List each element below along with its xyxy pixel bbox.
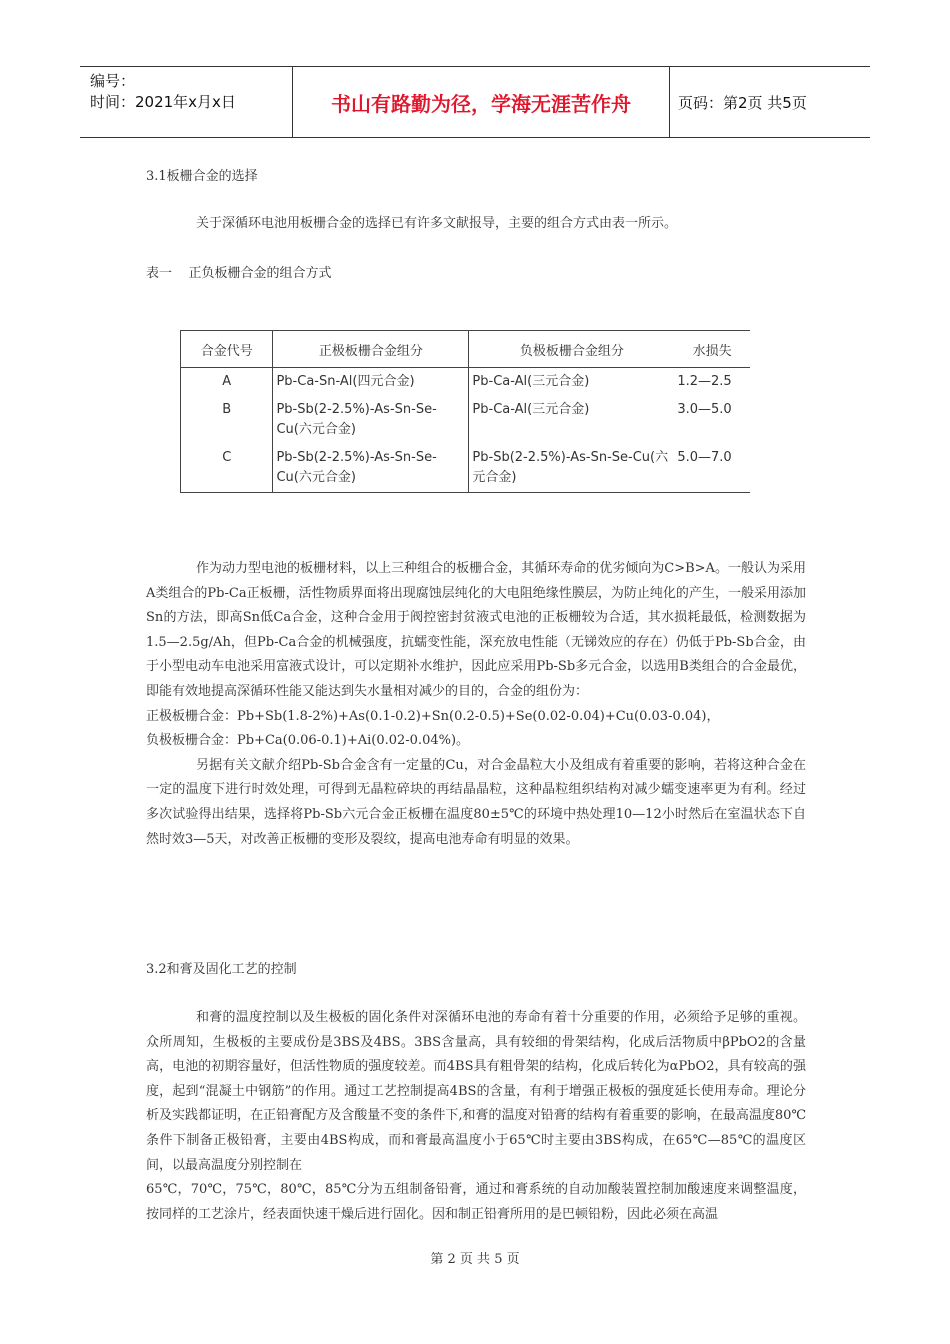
table-row [181, 368, 751, 397]
table-cell: C [181, 444, 273, 493]
table-cell: A [181, 368, 273, 397]
table-cell: Pb-Ca-Sn-Al(四元合金) [273, 368, 469, 397]
table-cell: Pb-Sb(2-2.5%)-As-Sn-Se-Cu(六元合金) [469, 444, 674, 493]
body-block-1 [146, 557, 806, 852]
table-cell: 5.0—7.0 [674, 444, 750, 493]
table-cell: 3.0—5.0 [677, 402, 732, 417]
header-motto: 书山有路勤为径，学海无涯苦作舟 [292, 67, 670, 137]
page-footer: 第 2 页 共 5 页 [430, 1252, 520, 1267]
table-header-cell: 负极板栅合金组分 [469, 331, 674, 368]
table-header-cell: 正极板栅合金组分 [273, 331, 469, 368]
table-cell: Pb-Ca-Al(三元合金) [469, 368, 674, 397]
time-label: 时间：2021年x月x日 [90, 93, 236, 111]
header-page-info: 页码：第2页 共5页 [678, 93, 807, 112]
table-header-cell: 水损失 [674, 331, 750, 368]
negative-alloy-formula: 负极板栅合金：Pb+Ca(0.06-0.1)+Ai(0.02-0.04%)。 [146, 733, 470, 749]
section-heading-3-1: 3.1板栅合金的选择 [146, 169, 258, 184]
section-intro: 关于深循环电池用板栅合金的选择已有许多文献报导，主要的组合方式由表一所示。 [196, 216, 678, 231]
page-header [80, 66, 870, 138]
paragraph: 和膏的温度控制以及生极板的固化条件对深循环电池的寿命有着十分重要的作用，必须给予足够的重视。众所周知，生极板的主要成份是3BS及4BS。3BS含量高，具有较细的骨架结构，化成后活物质中βPbO2的含量高，电池的初期容量好，但活性物质的强度较差。而4BS具有粗骨架的结构，化成后转化为αPbO2，具有较高的强度，起到“混凝土中钢筋”的作用。通过工艺控制提高4BS的含量，有利于增强正极板的强度延长使用寿命。理论分析及实践都证明，在正铅膏配方及含酸量不变的条件下,和膏的温度对铅膏的结构有着重要的影响，在最高温度80℃条件下制备正极铅膏，主要由4BS构成，而和膏最高温度小于65℃时主要由3BS构成，在65℃—85℃的温度区间，以最高温度分别控制在 [146, 1010, 806, 1173]
table-cell: Pb-Sb(2-2.5%)-As-Sn-Se-Cu(六元合金) [273, 396, 469, 444]
table-header-cell: 合金代号 [181, 331, 273, 368]
section-heading-3-2: 3.2和膏及固化工艺的控制 [146, 962, 297, 977]
table-row [181, 444, 751, 493]
paragraph: 另据有关文献介绍Pb-Sb合金含有一定量的Cu，对合金晶粒大小及组成有着重要的影响，若将这种合金在一定的温度下进行时效处理，可得到无晶粒碎块的再结晶晶粒，这种晶粒组织结构对减少蠕变速率更为有利。经过多次试验得出结果，选择将Pb-Sb六元合金正板栅在温度80±5℃的环境中热处理10—12小时然后在室温状态下自然时效3—5天，对改善正板栅的变形及裂纹，提高电池寿命有明显的效果。 [146, 757, 806, 847]
table-row [181, 396, 751, 444]
table-cell: Pb-Sb(2-2.5%)-As-Sn-Se-Cu(六元合金) [273, 444, 469, 493]
alloy-table [180, 330, 750, 493]
header-meta [80, 67, 292, 137]
body-block-2 [146, 1006, 806, 1227]
table-header-row [181, 331, 751, 368]
paragraph: 作为动力型电池的板栅材料，以上三种组合的板栅合金，其循环寿命的优劣倾向为C>B>A。一般认为采用A类组合的Pb-Ca正板栅，活性物质界面将出现腐蚀层纯化的大电阻绝缘性膜层，为防止纯化的产生，一般采用添加Sn的方法，即高Sn低Ca合金，这种合金用于阀控密封贫液式电池的正板栅较为合适，其水损耗最低，检测数据为1.5—2.5g/Ah，但Pb-Ca合金的机械强度，抗蠕变性能，深充放电性能（无锑效应的存在）仍低于Pb-Sb合金，由于小型电动车电池采用富液式设计，可以定期补水维护，因此应采用Pb-Sb多元合金，以选用B类组合的合金最优，即能有效地提高深循环性能又能达到失水量相对减少的目的，合金的组份为： [146, 561, 806, 699]
table-caption: 表一 正负板栅合金的组合方式 [146, 266, 332, 281]
positive-alloy-formula: 正极板栅合金：Pb+Sb(1.8-2%)+As(0.1-0.2)+Sn(0.2-0.5)+Se(0.02-0.04)+Cu(0.03-0.04)， [146, 708, 720, 724]
number-label: 编号： [90, 72, 136, 90]
paragraph: 65℃，70℃，75℃，80℃，85℃分为五组制备铅膏，通过和膏系统的自动加酸装置控制加酸速度来调整温度，按同样的工艺涂片，经表面快速干燥后进行固化。因和制正铅膏所用的是巴顿铅粉，因此必须在高温 [146, 1182, 806, 1222]
table-cell: Pb-Ca-Al(三元合金) [469, 396, 674, 444]
table-cell: B [181, 396, 273, 444]
table-cell: 1.2—2.5 [677, 374, 732, 389]
